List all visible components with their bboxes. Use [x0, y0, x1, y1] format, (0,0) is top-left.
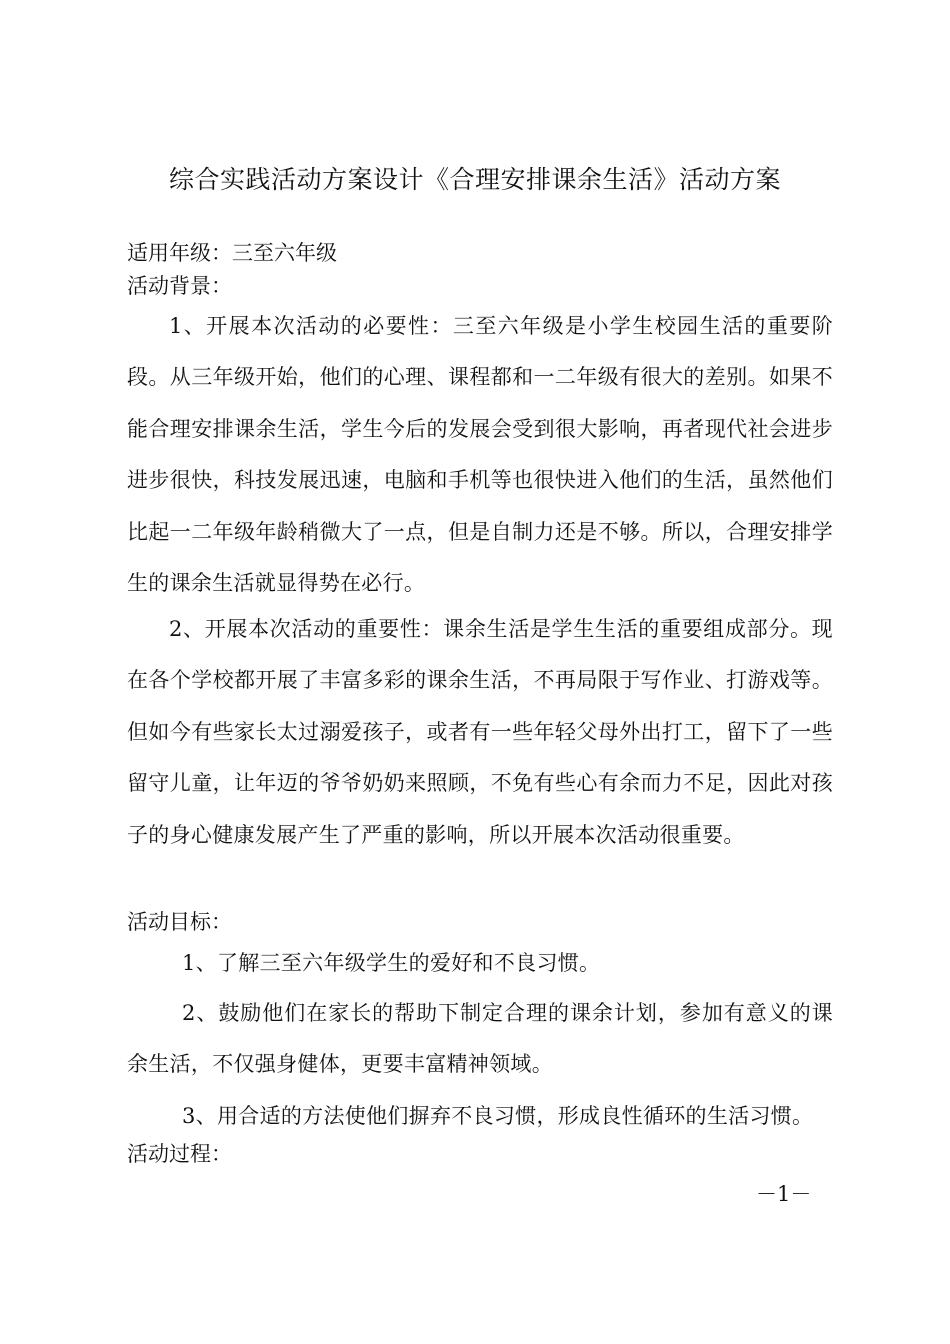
grade-line: 适用年级：三至六年级 — [127, 241, 337, 265]
background-paragraph-2: 2、开展本次活动的重要性：课余生活是学生生活的重要组成部分。现在各个学校都开展了丰富多彩的课余生活，不再局限于写作业、打游戏等。但如今有些家长太过溺爱孩子，或者有一些年轻父母外出打工，留下了一些留守儿童，让年迈的爷爷奶奶来照顾，不免有些心有余而力不足，因此对孩子的身心健康发展产生了严重的影响，所以开展本次活动很重要。 — [127, 617, 833, 847]
goals-heading: 活动目标： — [127, 910, 232, 934]
background-paragraph-1: 1、开展本次活动的必要性：三至六年级是小学生校园生活的重要阶段。从三年级开始，他们的心理、课程都和一二年级有很大的差别。如果不能合理安排课余生活，学生今后的发展会受到很大影响，再者现代社会进步进步很快，科技发展迅速，电脑和手机等也很快进入他们的生活，虽然他们比起一二年级年龄稍微大了一点，但是自制力还是不够。所以，合理安排学生的课余生活就显得势在必行。 — [127, 314, 833, 596]
goal-item-2: 2、鼓励他们在家长的帮助下制定合理的课余计划，参加有意义的课余生活，不仅强身健体，更要丰富精神领域。 — [127, 1001, 833, 1077]
background-heading: 活动背景： — [127, 274, 232, 298]
goal-item-1: 1、了解三至六年级学生的爱好和不良习惯。 — [182, 951, 601, 975]
goal-item-3: 3、用合适的方法使他们摒弃不良习惯，形成良性循环的生活习惯。 — [182, 1104, 814, 1128]
page-number: －1－ — [756, 1182, 812, 1206]
process-heading: 活动过程： — [127, 1142, 232, 1166]
page-title: 综合实践活动方案设计《合理安排课余生活》活动方案 — [168, 165, 781, 194]
